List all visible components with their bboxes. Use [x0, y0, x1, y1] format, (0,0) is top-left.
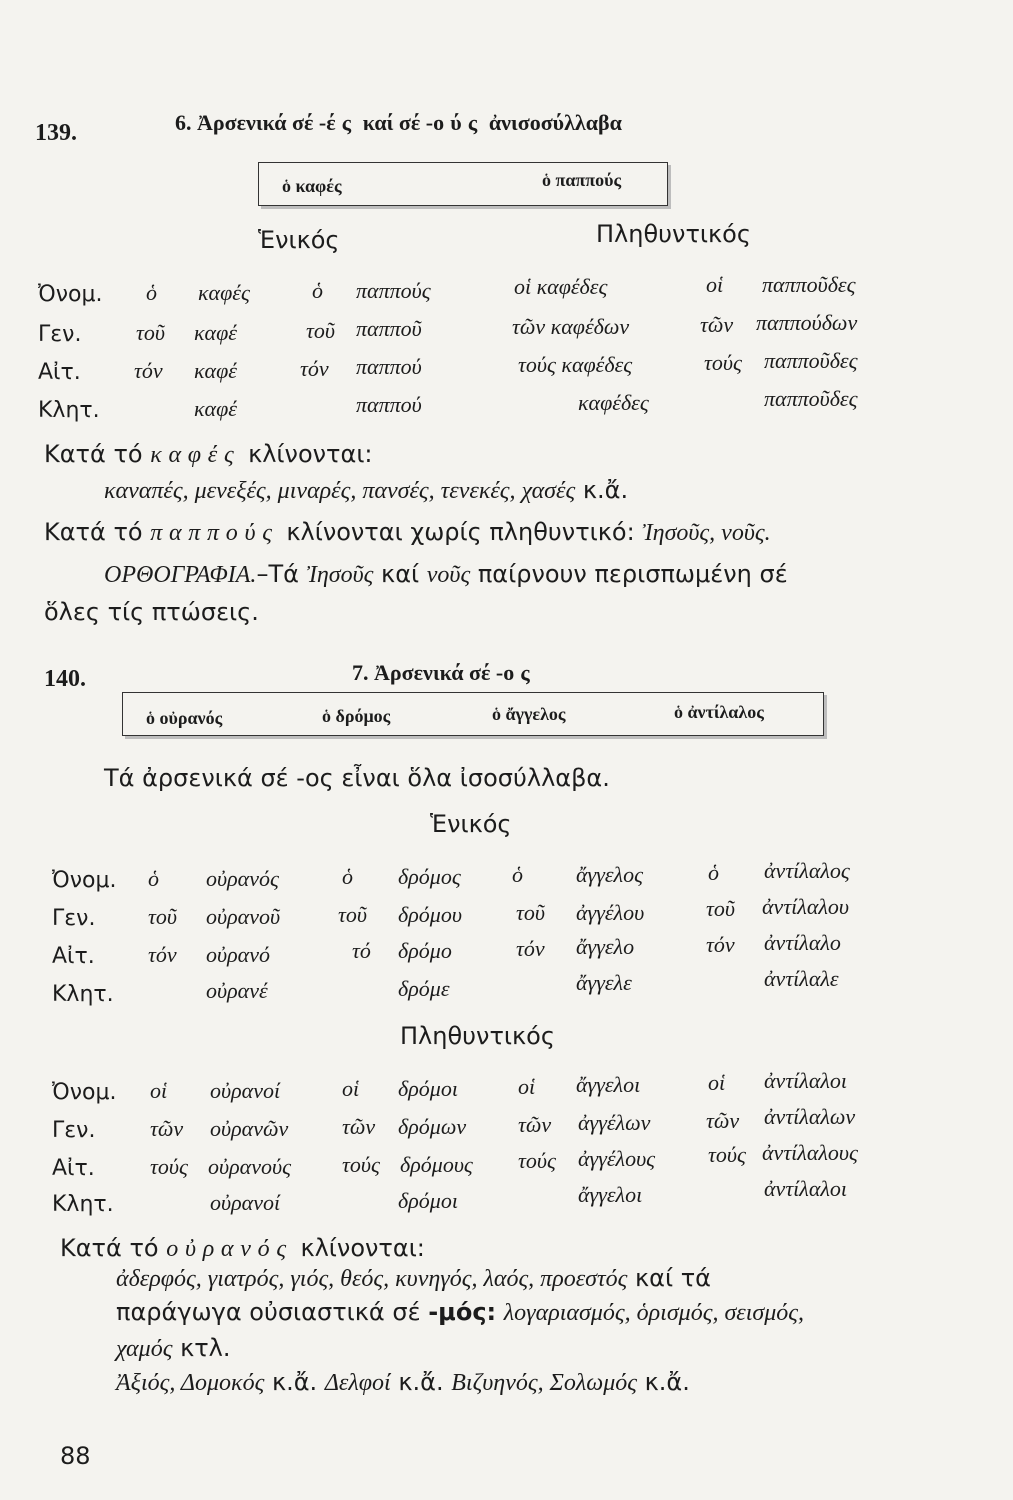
word-list: καναπές, μενεξές, μιναρές, πανσές, τενεκές, χασές	[104, 478, 576, 504]
word-list-ouranos-line4	[116, 1368, 690, 1397]
singular-label: Ἑνικός	[430, 810, 512, 838]
heading-part: 7. Ἀρσενικά σέ -	[352, 660, 504, 685]
note-text: καί τά	[635, 1264, 711, 1292]
case-label: Ὀνομ.	[38, 282, 103, 307]
case-label: Κλητ.	[52, 1192, 114, 1217]
section-number-139: 139.	[35, 120, 77, 146]
abbrev: κ.ἄ.	[271, 1368, 318, 1396]
declension-note-ouranos	[60, 1234, 425, 1263]
plural-label: Πληθυντικός	[596, 220, 751, 248]
form: ἀγγέλων	[578, 1110, 651, 1135]
case-label: Αἰτ.	[38, 360, 81, 385]
note-prefix: Κατά τό	[44, 518, 143, 546]
article: τούς	[518, 1148, 556, 1173]
form: δρόμε	[398, 976, 450, 1001]
model-word: οὐρανός	[166, 1236, 293, 1262]
form: οὐρανός	[206, 866, 279, 891]
form: ἄγγελοι	[576, 1072, 641, 1097]
case-label: Γεν.	[38, 322, 82, 347]
article: οἱ	[518, 1074, 536, 1099]
note-suffix: κλίνονται:	[248, 440, 373, 468]
box-word: ὁ οὐρανός	[146, 708, 223, 728]
section-140-intro: Τά ἀρσενικά σέ -ος εἶναι ὅλα ἰσοσύλλαβα.	[104, 764, 610, 792]
note-text: παίρνουν περισπωμένη σέ	[477, 560, 788, 588]
note-text: –Τά	[256, 560, 299, 588]
form: ἄγγελος	[576, 862, 644, 887]
article: τόν	[300, 356, 329, 381]
case-label: Γεν.	[52, 906, 96, 931]
article: οἱ	[708, 1070, 726, 1095]
form: ἀντίλαλε	[764, 966, 839, 991]
form: ἄγγελοι	[578, 1182, 643, 1207]
form: παππούδων	[756, 310, 858, 335]
orthography-note-line2: ὅλες τίς πτώσεις.	[44, 598, 259, 626]
case-label: Αἰτ.	[52, 1156, 95, 1181]
form: ἄγγελε	[576, 970, 632, 995]
form: παπποῦδες	[764, 348, 858, 373]
word-list-kafes	[104, 476, 628, 505]
article: τόν	[134, 358, 163, 383]
word: χαμός	[116, 1336, 173, 1362]
form: δρόμου	[398, 902, 462, 927]
orthography-label: ΟΡΘΟΓΡΑΦΙΑ.	[104, 562, 257, 588]
form: ἄγγελο	[576, 934, 635, 959]
article: τούς	[708, 1142, 746, 1167]
word-list-ouranos-line2	[116, 1298, 804, 1327]
note-prefix: Κατά τό	[60, 1234, 159, 1262]
article: τῶν	[518, 1112, 552, 1137]
form: δρόμος	[398, 864, 461, 889]
form: ἀντίλαλοι	[764, 1068, 848, 1093]
article: ὁ	[512, 862, 523, 887]
word: νοῦς	[426, 562, 471, 588]
form: ἀντίλαλοι	[764, 1176, 848, 1201]
form: παπποῦδες	[762, 272, 856, 297]
form: οὐρανῶν	[210, 1116, 289, 1141]
note-prefix: Κατά τό	[44, 440, 143, 468]
note-text: παράγωγα οὐσιαστικά σέ	[116, 1298, 421, 1326]
form: παππού	[356, 354, 422, 379]
section-139-heading	[175, 110, 622, 136]
form: οὐρανοῦ	[206, 904, 281, 929]
article: τῶν	[150, 1116, 184, 1141]
article: τόν	[148, 942, 177, 967]
form: καφέ	[194, 396, 237, 421]
word-list: ἀδερφός, γιατρός, γιός, θεός, κυνηγός, λαός, προεστός	[116, 1266, 628, 1292]
word-list-ouranos-line1	[116, 1264, 711, 1293]
article: τόν	[516, 936, 545, 961]
article: οἱ	[150, 1078, 168, 1103]
article: τοῦ	[516, 900, 545, 925]
article: τοῦ	[136, 320, 165, 345]
orthography-note	[104, 560, 788, 589]
box-word: ὁ ἀντίλαλος	[674, 702, 764, 722]
abbrev: κ.ἄ.	[582, 476, 629, 504]
case-label: Κλητ.	[38, 398, 100, 423]
case-label: Κλητ.	[52, 982, 114, 1007]
form: παπποῦδες	[764, 386, 858, 411]
word: Ἰησοῦς	[306, 562, 374, 588]
heading-ending: ές	[326, 110, 358, 135]
word: Δελφοί	[324, 1370, 391, 1396]
section-140-heading	[352, 660, 536, 686]
form: ἀγγέλου	[576, 900, 645, 925]
form: οὐρανοί	[210, 1078, 281, 1103]
article: ὁ	[708, 860, 719, 885]
case-label: Αἰτ.	[52, 944, 95, 969]
declension-note-kafes	[44, 440, 373, 469]
form: ἀντίλαλος	[764, 858, 850, 883]
article: τούς	[150, 1154, 188, 1179]
abbrev: κ.ἄ.	[398, 1368, 444, 1396]
abbrev: κ.ἄ.	[644, 1368, 690, 1396]
case-label: Ὀνομ.	[52, 868, 117, 893]
form: ἀντίλαλο	[764, 930, 841, 955]
note-suffix: κλίνονται:	[300, 1234, 425, 1262]
form: παπποῦ	[356, 316, 422, 341]
form: ἀντίλαλου	[762, 894, 850, 919]
heading-ending: ος	[503, 660, 536, 685]
form: καφέδες	[578, 390, 649, 415]
article: τό	[352, 938, 371, 963]
word-list: Βιζυηνός, Σολωμός	[451, 1370, 637, 1396]
form: δρόμους	[400, 1152, 473, 1177]
form: ἀντίλαλων	[764, 1104, 856, 1129]
form: δρόμο	[398, 938, 452, 963]
abbrev: κτλ.	[180, 1334, 231, 1362]
heading-part: καί σέ -	[357, 110, 434, 135]
page-number: 88	[60, 1442, 91, 1470]
case-label: Ὀνομ.	[52, 1080, 117, 1105]
section-number-140: 140.	[44, 666, 86, 692]
article: τούς	[342, 1152, 380, 1177]
suffix: -μός:	[428, 1298, 497, 1326]
article: οἱ	[706, 272, 724, 297]
form: τῶν καφέδων	[512, 314, 630, 339]
box-word: ὁ παππούς	[542, 170, 622, 190]
article: τοῦ	[706, 896, 735, 921]
note-suffix: κλίνονται χωρίς πληθυντικό:	[286, 518, 635, 546]
article: οἱ	[342, 1076, 360, 1101]
form: οἱ καφέδες	[514, 274, 608, 299]
heading-part: ἀνισοσύλλαβα	[483, 110, 622, 135]
box-word: ὁ ἄγγελος	[492, 704, 566, 724]
article: τοῦ	[148, 904, 177, 929]
article: τῶν	[700, 312, 734, 337]
note-text: καί	[381, 560, 420, 588]
form: οὐρανέ	[206, 978, 268, 1003]
article: τοῦ	[306, 318, 335, 343]
form: παππού	[356, 392, 422, 417]
plural-label: Πληθυντικός	[400, 1022, 555, 1050]
article: ὁ	[342, 864, 353, 889]
word-list: Ἰησοῦς, νοῦς.	[642, 520, 771, 546]
word-list: λογαριασμός, ὁρισμός, σεισμός,	[503, 1300, 805, 1326]
box-word: ὁ δρόμος	[322, 706, 391, 726]
form: δρόμοι	[398, 1188, 458, 1213]
article: τόν	[706, 932, 735, 957]
article: τούς	[704, 350, 742, 375]
form: οὐρανό	[206, 942, 270, 967]
form: δρόμοι	[398, 1076, 458, 1101]
article: ὁ	[312, 278, 323, 303]
heading-ending: ούς	[433, 110, 484, 135]
singular-label: Ἑνικός	[258, 226, 340, 254]
article: τῶν	[706, 1108, 740, 1133]
form: τούς καφέδες	[518, 352, 633, 377]
case-label: Γεν.	[52, 1118, 96, 1143]
declension-note-pappous	[44, 518, 771, 547]
article: τῶν	[342, 1114, 376, 1139]
form: οὐρανούς	[208, 1154, 291, 1179]
article: τοῦ	[338, 902, 367, 927]
form: ἀγγέλους	[578, 1146, 656, 1171]
heading-part: 6. Ἀρσενικά σέ -	[175, 110, 327, 135]
form: δρόμων	[398, 1114, 467, 1139]
word-list: Ἀξιός, Δομοκός	[116, 1370, 265, 1396]
article: ὁ	[148, 866, 159, 891]
model-word: καφές	[150, 442, 241, 468]
box-word: ὁ καφές	[282, 176, 342, 196]
form: οὐρανοί	[210, 1190, 281, 1215]
form: παππούς	[356, 278, 431, 303]
form: ἀντίλαλους	[762, 1140, 858, 1165]
word-list-ouranos-line3	[116, 1334, 231, 1363]
form: καφές	[198, 280, 250, 305]
form: καφέ	[194, 358, 237, 383]
form: καφέ	[194, 320, 237, 345]
article: ὁ	[146, 280, 157, 305]
model-word: παππούς	[150, 520, 279, 546]
